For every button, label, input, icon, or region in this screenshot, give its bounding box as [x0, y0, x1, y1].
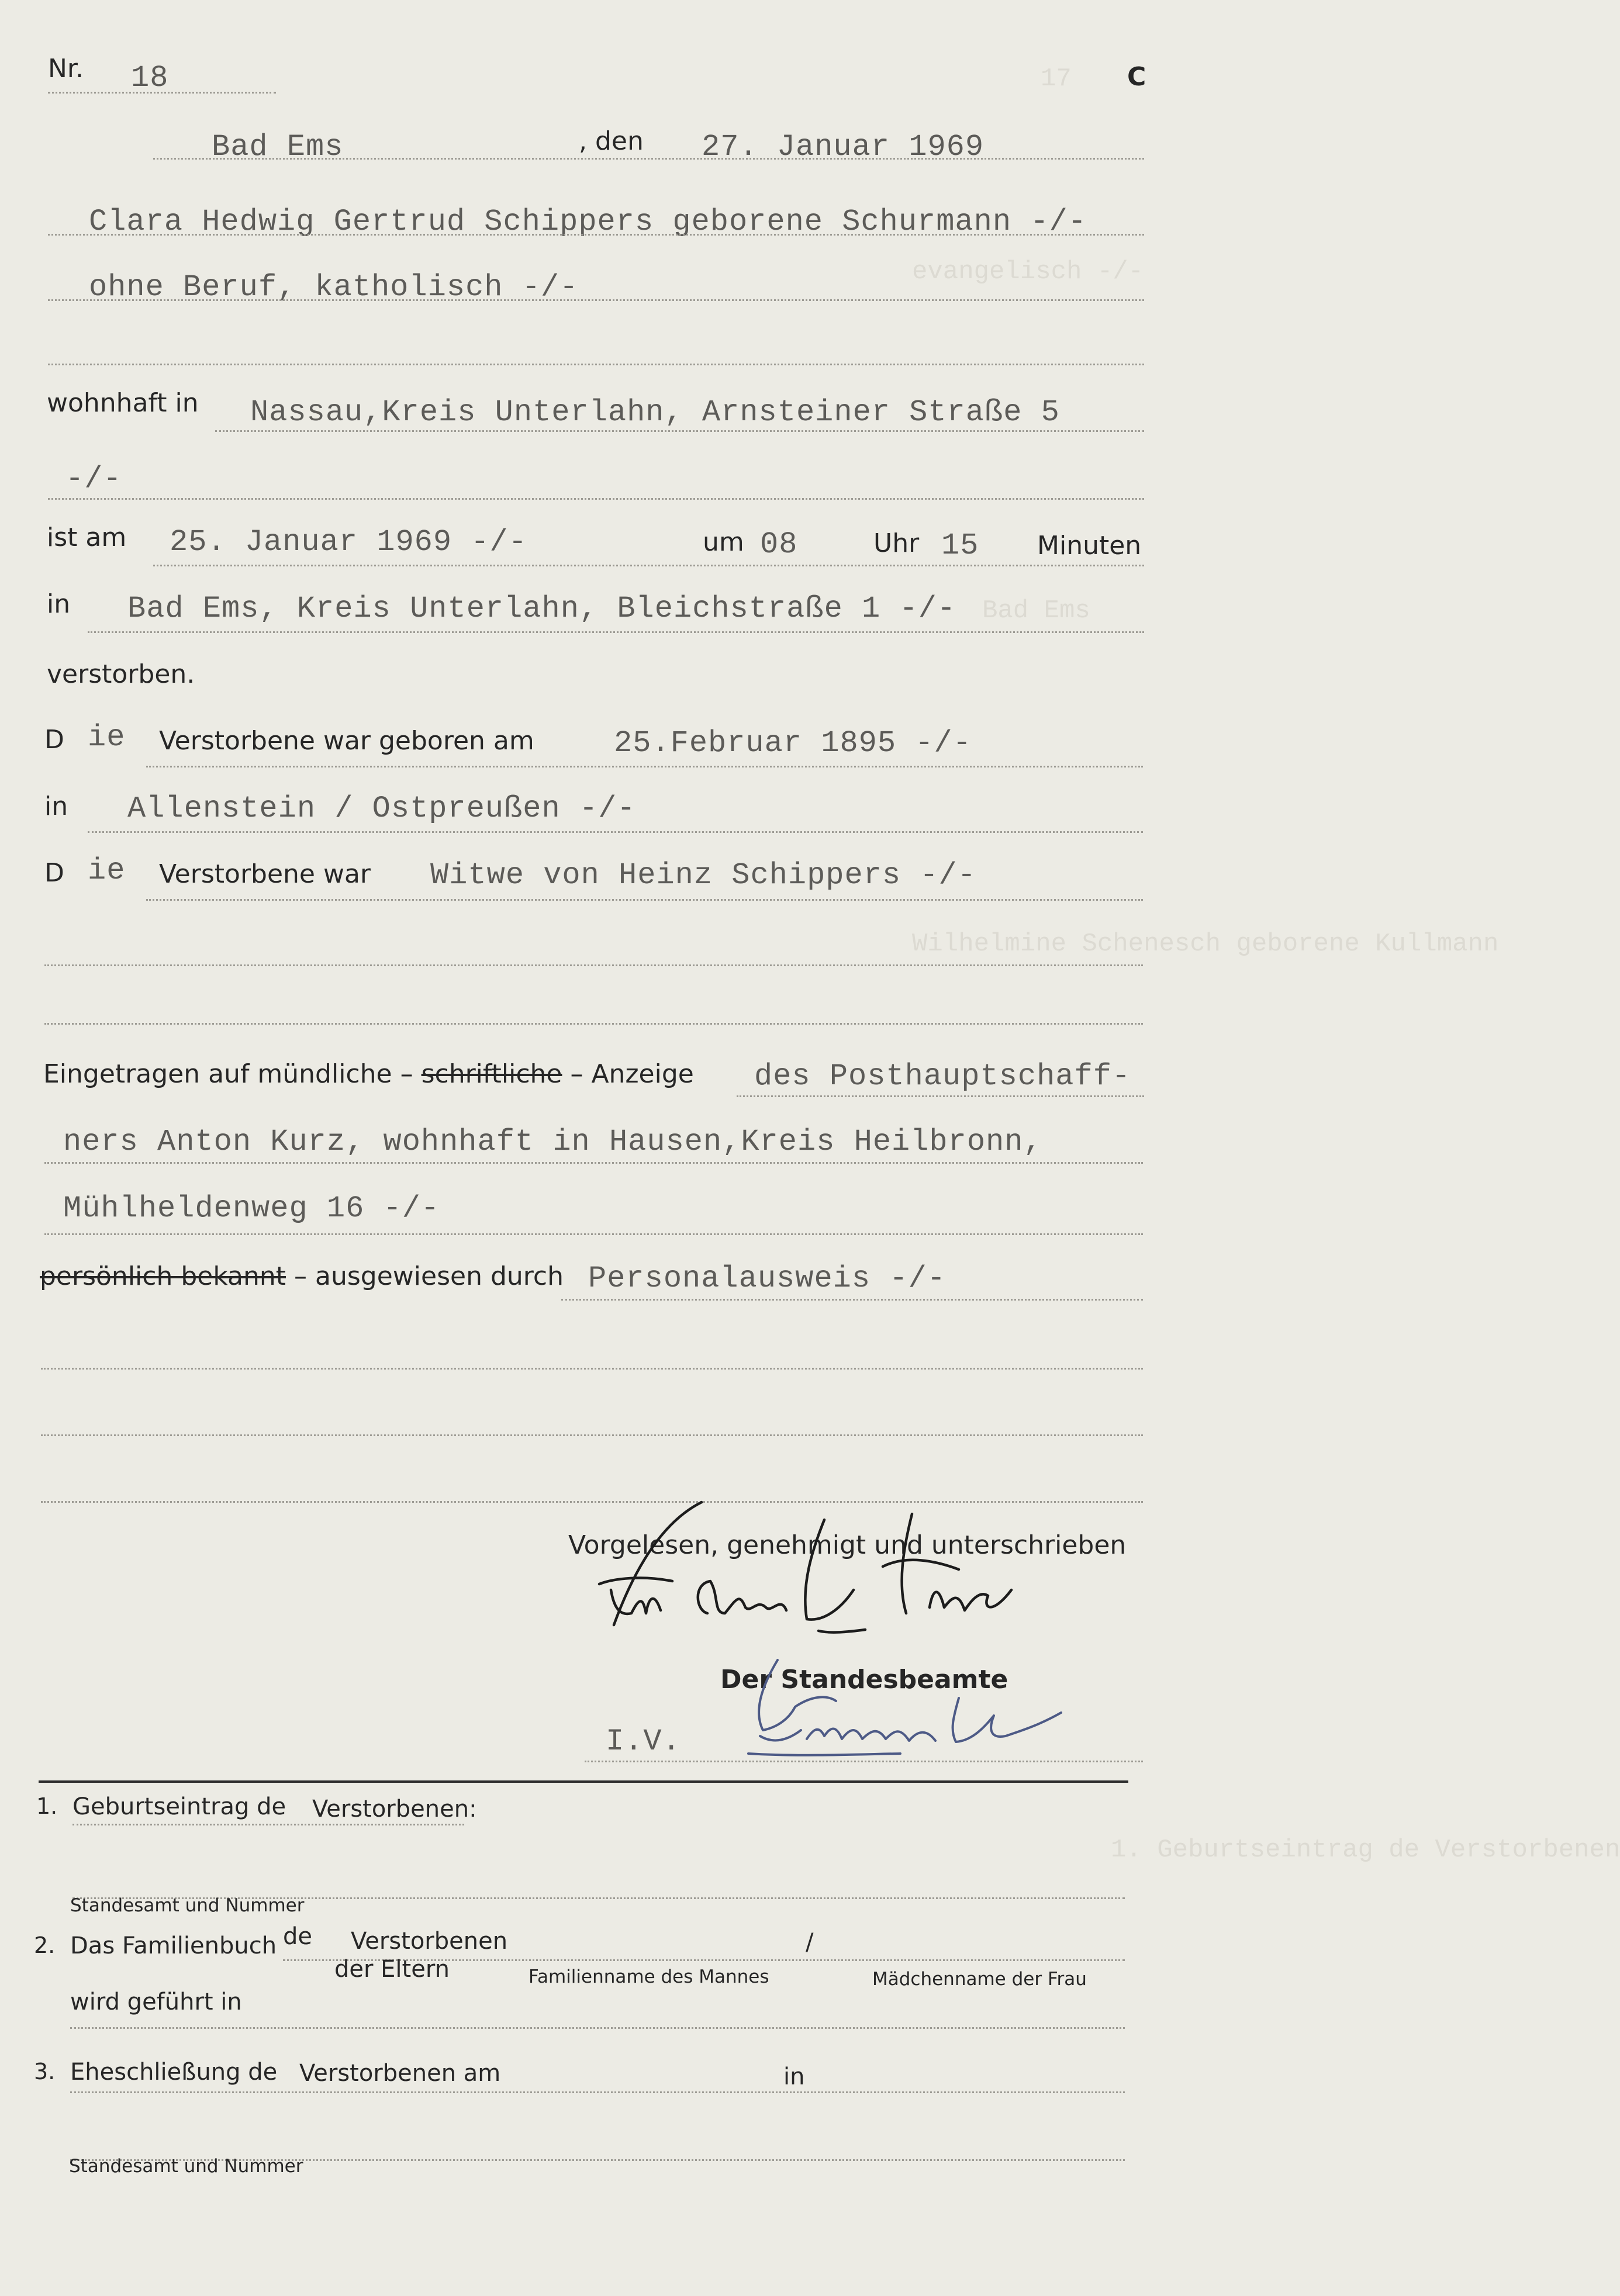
- war-label: Verstorbene war: [159, 859, 371, 889]
- residence-cont-underline: [48, 498, 1144, 500]
- ausweis-underline: [561, 1299, 1143, 1301]
- ist-am-label: ist am: [47, 523, 127, 552]
- item2-slash: /: [806, 1929, 814, 1956]
- standesbeamte-label: Der Standesbeamte: [720, 1665, 1008, 1695]
- eingetragen-text: Eingetragen auf mündliche –: [43, 1059, 413, 1089]
- verstorben-label: verstorben.: [47, 659, 195, 689]
- blank-underline-5: [41, 1434, 1143, 1436]
- wird-label: wird geführt in: [70, 1989, 242, 2015]
- informant-underline-1: [737, 1095, 1144, 1097]
- death-place: Bad Ems, Kreis Unterlahn, Bleichstraße 1 -/-: [127, 592, 956, 626]
- deceased-name: Clara Hedwig Gertrud Schippers geborene Schurmann -/-: [89, 205, 1087, 239]
- bekannt-struck: persönlich bekannt: [40, 1261, 286, 1291]
- den-label: , den: [579, 126, 644, 156]
- informant-line-2: ners Anton Kurz, wohnhaft in Hausen,Kreis Heilbronn,: [63, 1125, 1042, 1159]
- death-date: 25. Januar 1969 -/-: [170, 525, 527, 559]
- gender-suffix: ie: [88, 720, 126, 755]
- ausweis-label: [40, 1261, 564, 1291]
- wird-underline: [70, 2027, 1125, 2029]
- ausgewiesen-text: – ausgewiesen durch: [294, 1261, 564, 1291]
- name-underline: [48, 234, 1144, 236]
- in-label: in: [47, 589, 71, 619]
- eingetragen-label: [43, 1059, 694, 1089]
- id-document: Personalausweis -/-: [588, 1261, 946, 1296]
- nr-underline: [48, 92, 276, 94]
- marital-status: Witwe von Heinz Schippers -/-: [430, 858, 976, 893]
- blank-underline-3: [44, 1023, 1143, 1025]
- official-signature: [725, 1643, 1134, 1777]
- death-date-underline: [153, 565, 1144, 566]
- bleed-through-text: 17: [1041, 64, 1072, 94]
- maedchenname-label: Mädchenname der Frau: [872, 1969, 1087, 1990]
- item3-number: 3.: [34, 2059, 56, 2084]
- place-underline: [153, 158, 1144, 160]
- informant-underline-3: [44, 1233, 1143, 1235]
- item1-label: Geburtseintrag de: [72, 1793, 286, 1820]
- informant-underline-2: [44, 1162, 1143, 1164]
- death-hour: 08: [760, 527, 798, 562]
- entry-number: 18: [131, 61, 169, 95]
- familienname-label: Familienname des Mannes: [529, 1966, 769, 1987]
- residence-underline: [215, 430, 1144, 432]
- schriftliche-struck: schriftliche: [421, 1059, 562, 1089]
- item3-fill: Verstorbenen am: [299, 2060, 501, 2087]
- death-place-underline: [88, 631, 1144, 633]
- item2-number: 2.: [34, 1932, 56, 1958]
- item3-in: in: [783, 2063, 805, 2090]
- blank-underline-2: [44, 964, 1143, 966]
- birth-place: Allenstein / Ostpreußen -/-: [127, 791, 636, 826]
- item3-label: Eheschließung de: [70, 2059, 278, 2086]
- item1-underline: [72, 1824, 464, 1825]
- marital-underline: [146, 899, 1143, 901]
- blank-underline: [48, 364, 1144, 365]
- bleed-through-text: 1. Geburtseintrag de Verstorbenen: [1111, 1835, 1620, 1865]
- d-label-2: D: [44, 858, 64, 888]
- item2-eltern: der Eltern: [334, 1956, 450, 1983]
- vorgelesen-label: Vorgelesen, genehmigt und unterschrieben: [568, 1530, 1127, 1560]
- death-minutes: 15: [941, 528, 979, 563]
- birth-date-underline: [146, 766, 1143, 767]
- geboren-label: Verstorbene war geboren am: [159, 726, 534, 756]
- informant-line-3: Mühlheldenweg 16 -/-: [63, 1191, 440, 1226]
- registry-place: Bad Ems: [212, 130, 344, 164]
- item2-fill: Verstorbenen: [351, 1928, 508, 1955]
- nr-label: Nr.: [48, 54, 84, 84]
- bleed-through-text: Bad Ems: [982, 596, 1090, 625]
- corner-letter: C: [1127, 62, 1146, 92]
- deceased-occupation: ohne Beruf, katholisch -/-: [89, 270, 579, 305]
- anzeige-text: – Anzeige: [570, 1059, 694, 1089]
- wohnhaft-label: wohnhaft in: [47, 388, 199, 418]
- residence: Nassau,Kreis Unterlahn, Arnsteiner Straße 5: [250, 395, 1060, 430]
- in-label-2: in: [44, 791, 68, 821]
- standesamt-label-1: Standesamt und Nummer: [70, 1895, 305, 1916]
- bleed-through-text: evangelisch -/-: [912, 257, 1144, 286]
- signer-signature: [579, 1496, 1105, 1648]
- residence-continued: -/-: [65, 462, 122, 496]
- birth-place-underline: [88, 831, 1143, 833]
- birth-date: 25.Februar 1895 -/-: [614, 726, 972, 760]
- d-label: D: [44, 725, 64, 755]
- bleed-through-text: Wilhelmine Schenesch geborene Kullmann: [912, 929, 1499, 959]
- gender-suffix-2: ie: [88, 853, 126, 888]
- item2-de: de: [283, 1923, 312, 1950]
- item1-number: 1.: [36, 1793, 58, 1819]
- occupation-underline: [48, 299, 1144, 301]
- uhr-label: Uhr: [873, 528, 920, 558]
- item1-fill: Verstorbenen:: [312, 1796, 477, 1823]
- item3-underline: [70, 2091, 1125, 2093]
- iv-label: I.V.: [606, 1724, 681, 1759]
- item2-label: Das Familienbuch: [70, 1932, 277, 1959]
- informant-line-1: des Posthauptschaff-: [754, 1059, 1131, 1094]
- minuten-label: Minuten: [1037, 531, 1142, 561]
- um-label: um: [703, 527, 744, 557]
- section-divider: [39, 1780, 1128, 1783]
- blank-underline-4: [41, 1368, 1143, 1370]
- registry-date: 27. Januar 1969: [702, 130, 985, 164]
- standesamt-label-2: Standesamt und Nummer: [69, 2156, 303, 2177]
